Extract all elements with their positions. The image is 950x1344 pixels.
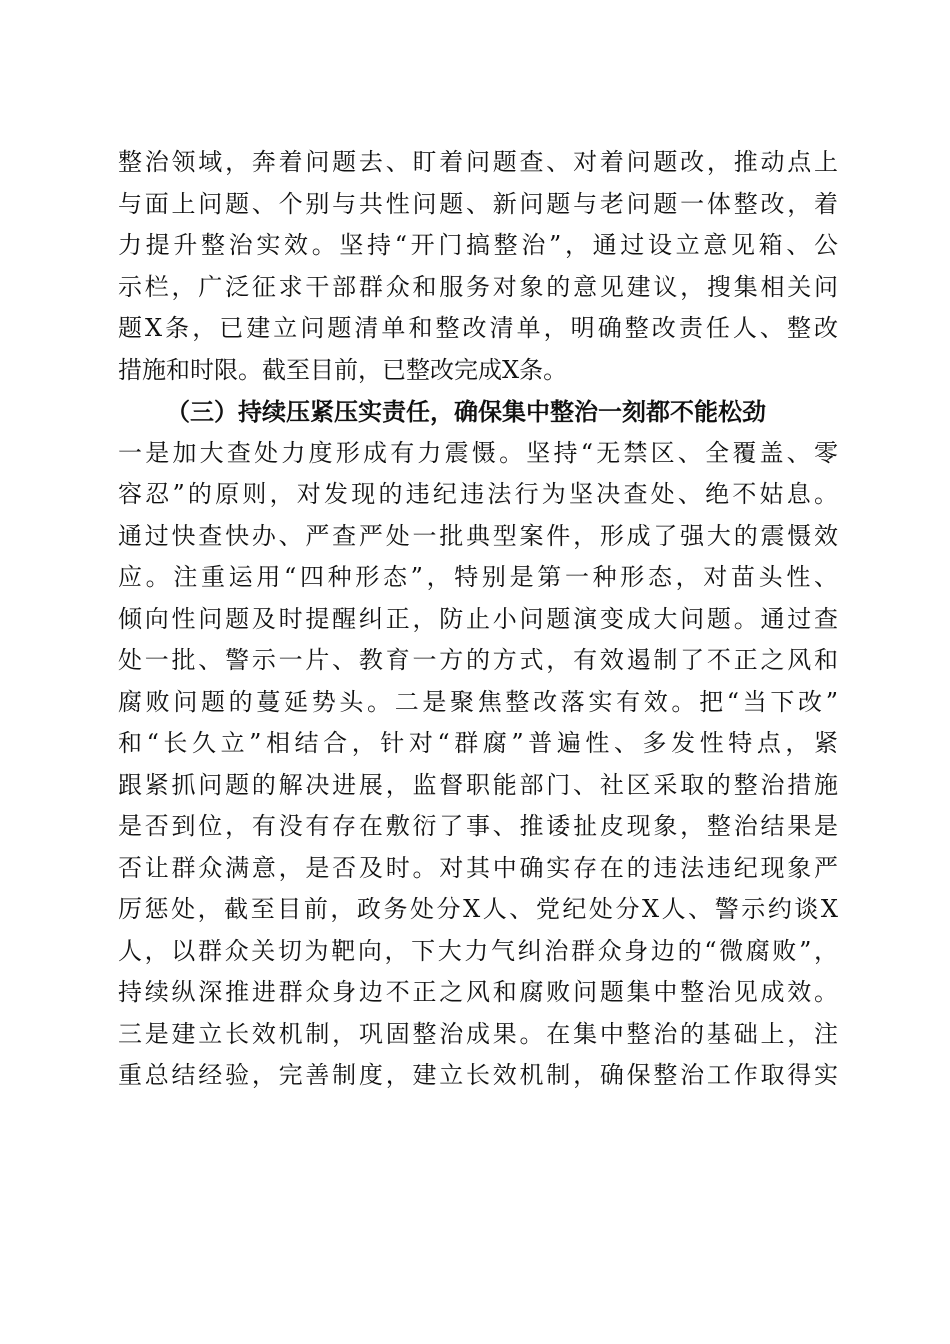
text-line: 跟紧抓问题的解决进展，监督职能部门、社区采取的整治措施 bbox=[118, 770, 838, 799]
text-line: 与面上问题、个别与共性问题、新问题与老问题一体整改，着 bbox=[118, 189, 838, 218]
text-line: 否让群众满意，是否及时。对其中确实存在的违法违纪现象严 bbox=[118, 853, 838, 882]
text-line: 处一批、警示一片、教育一方的方式，有效遏制了不正之风和 bbox=[118, 646, 838, 674]
text-line: 示栏，广泛征求干部群众和服务对象的意见建议，搜集相关问 bbox=[118, 272, 838, 301]
text-line: 应。注重运用“四种形态”，特别是第一种形态，对苗头性、 bbox=[118, 563, 838, 591]
text-line: 整治领域，奔着问题去、盯着问题查、对着问题改，推动点上 bbox=[118, 148, 838, 176]
text-line: 重总结经验，完善制度，建立长效机制，确保整治工作取得实 bbox=[118, 1061, 838, 1089]
text-line: 一是加大查处力度形成有力震慑。坚持“无禁区、全覆盖、零 bbox=[118, 438, 838, 467]
document-body bbox=[118, 142, 838, 1097]
text-line: 是否到位，有没有存在敷衍了事、推诿扯皮现象，整治结果是 bbox=[118, 812, 838, 840]
text-line: 厉惩处，截至目前，政务处分X人、党纪处分X人、警示约谈X bbox=[118, 895, 838, 923]
text-line: 通过快查快办、严查严处一批典型案件，形成了强大的震慑效 bbox=[118, 521, 838, 550]
section-heading: （三）持续压紧压实责任，确保集中整治一刻都不能松劲 bbox=[166, 397, 766, 426]
text-line: 腐败问题的蔓延势头。二是聚焦整改落实有效。把“当下改” bbox=[118, 687, 838, 716]
text-line: 人，以群众关切为靶向，下大力气纠治群众身边的“微腐败”， bbox=[118, 936, 838, 965]
text-line: 倾向性问题及时提醒纠正，防止小问题演变成大问题。通过查 bbox=[118, 604, 838, 633]
text-line: 持续纵深推进群众身边不正之风和腐败问题集中整治见成效。 bbox=[118, 978, 838, 1006]
text-line: 容忍”的原则，对发现的违纪违法行为坚决查处、绝不姑息。 bbox=[118, 480, 838, 508]
text-line: 三是建立长效机制，巩固整治成果。在集中整治的基础上，注 bbox=[118, 1019, 838, 1048]
text-line: 力提升整治实效。坚持“开门搞整治”，通过设立意见箱、公 bbox=[118, 231, 838, 259]
text-line: 和“长久立”相结合，针对“群腐”普遍性、多发性特点，紧 bbox=[118, 729, 838, 757]
text-line: 措施和时限。截至目前，已整改完成X条。 bbox=[118, 355, 568, 384]
text-line: 题X条，已建立问题清单和整改清单，明确整改责任人、整改 bbox=[118, 314, 838, 342]
